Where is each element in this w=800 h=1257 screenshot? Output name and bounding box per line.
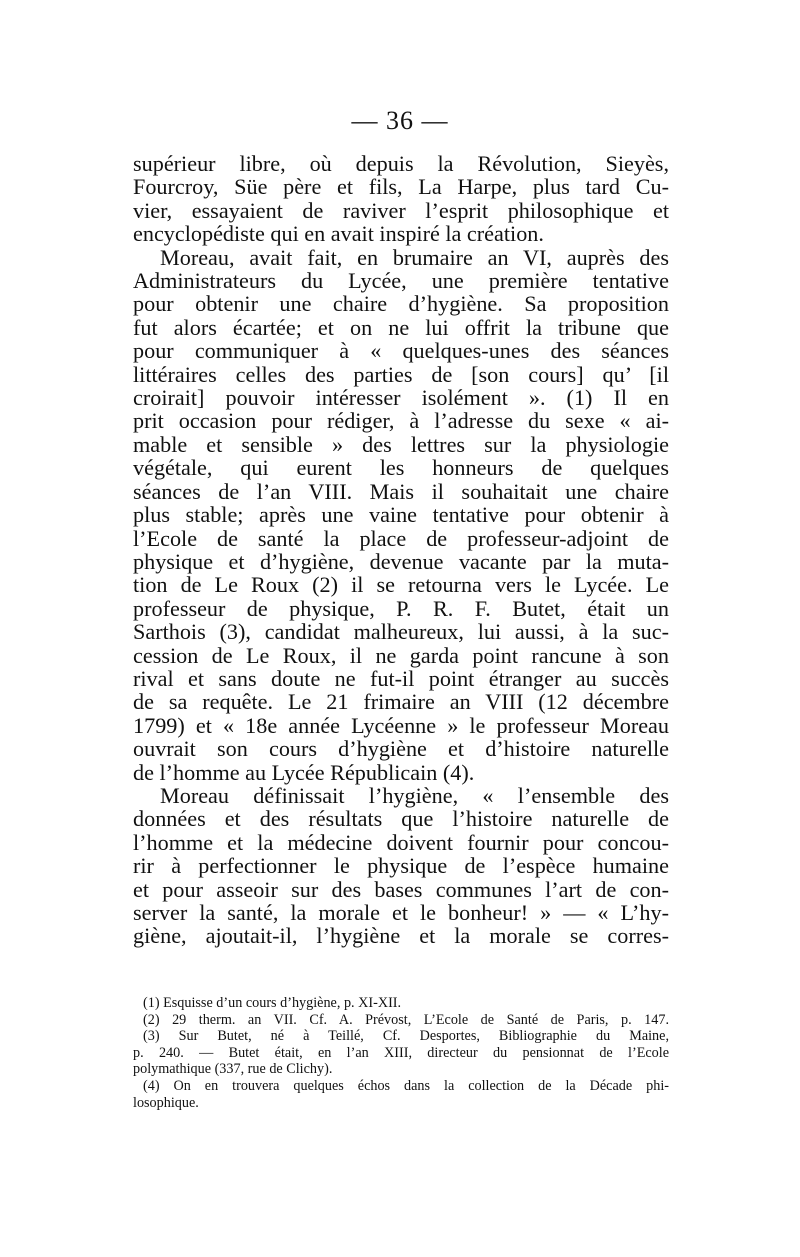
text-line: Sarthois (3), candidat malheureux, lui aussi, à la suc-: [133, 619, 669, 645]
text-line: giène, ajoutait-il, l’hygiène et la morale se corres-: [133, 923, 669, 949]
text-line: encyclopédiste qui en avait inspiré la création.: [133, 221, 544, 247]
footnote-line: (2) 29 therm. an VII. Cf. A. Prévost, L’Ecole de Santé de Paris, p. 147.: [143, 1011, 669, 1028]
footnote-line: (1) Esquisse d’un cours d’hygiène, p. XI-XII.: [143, 995, 402, 1011]
footnote-line: polymathique (337, rue de Clichy).: [133, 1061, 333, 1078]
text-line: rival et sans doute ne fut-il point étranger au succès: [133, 665, 669, 691]
text-line: physique et d’hygiène, devenue vacante par la muta-: [133, 548, 669, 574]
footnote-line: losophique.: [133, 1094, 199, 1111]
text-line: mable et sensible » des lettres sur la physiologie: [133, 431, 669, 457]
text-line: de sa requête. Le 21 frimaire an VIII (12 décembre: [133, 689, 669, 715]
text-line: de l’homme au Lycée Républicain (4).: [133, 759, 475, 785]
text-line: et pour asseoir sur des bases communes l’art de con-: [133, 876, 669, 902]
page-number: — 36 —: [351, 106, 449, 135]
text-line: végétale, qui eurent les honneurs de quelques: [133, 455, 669, 481]
text-line: données et des résultats que l’histoire naturelle de: [133, 806, 669, 832]
text-line: pour communiquer à « quelques-unes des séances: [133, 338, 669, 364]
text-line: server la santé, la morale et le bonheur! » — « L’hy-: [133, 900, 669, 925]
text-line: l’homme et la médecine doivent fournir pour concou-: [133, 829, 669, 855]
text-line: cession de Le Roux, il ne garda point rancune à son: [133, 642, 669, 668]
text-line: vier, essayaient de raviver l’esprit philosophique et: [133, 197, 669, 223]
text-line: prit occasion pour rédiger, à l’adresse du sexe « ai-: [133, 408, 669, 434]
text-line: rir à perfectionner le physique de l’espèce humaine: [133, 853, 669, 879]
text-line: professeur de physique, P. R. F. Butet, était un: [133, 595, 669, 621]
text-line: croirait] pouvoir intéresser isolément ». (1) Il en: [133, 385, 669, 411]
text-line: 1799) et « 18e année Lycéenne » le professeur Moreau: [133, 712, 669, 738]
text-line: ouvrait son cours d’hygiène et d’histoire naturelle: [133, 736, 669, 762]
footnote-line: (4) On en trouvera quelques échos dans la collection de la Décade phi-: [143, 1077, 669, 1094]
text-line: supérieur libre, où depuis la Révolution, Sieyès,: [133, 151, 669, 176]
text-line: Moreau définissait l’hygiène, « l’ensemble des: [160, 782, 669, 808]
text-line: littéraires celles des parties de [son cours] qu’ [il: [133, 361, 669, 387]
footnotes: [133, 995, 669, 1111]
footnote-line: (3) Sur Butet, né à Teillé, Cf. Desportes, Bibliographie du Maine,: [143, 1028, 669, 1045]
text-line: Fourcroy, Süe père et fils, La Harpe, plus tard Cu-: [133, 174, 669, 200]
text-line: pour obtenir une chaire d’hygiène. Sa proposition: [133, 291, 669, 317]
text-line: plus stable; après une vaine tentative pour obtenir à: [133, 502, 669, 528]
text-line: Moreau, avait fait, en brumaire an VI, auprès des: [160, 244, 669, 270]
text-line: Administrateurs du Lycée, une première tentative: [133, 268, 669, 294]
footnote-line: p. 240. — Butet était, en l’an XIII, directeur du pensionnat de l’Ecole: [133, 1044, 669, 1061]
text-line: séances de l’an VIII. Mais il souhaitait une chaire: [133, 478, 669, 504]
body-text: [133, 152, 669, 948]
text-line: l’Ecole de santé la place de professeur-adjoint de: [133, 525, 669, 551]
text-line: fut alors écartée; et on ne lui offrit la tribune que: [133, 314, 669, 340]
text-line: tion de Le Roux (2) il se retourna vers le Lycée. Le: [133, 572, 669, 598]
